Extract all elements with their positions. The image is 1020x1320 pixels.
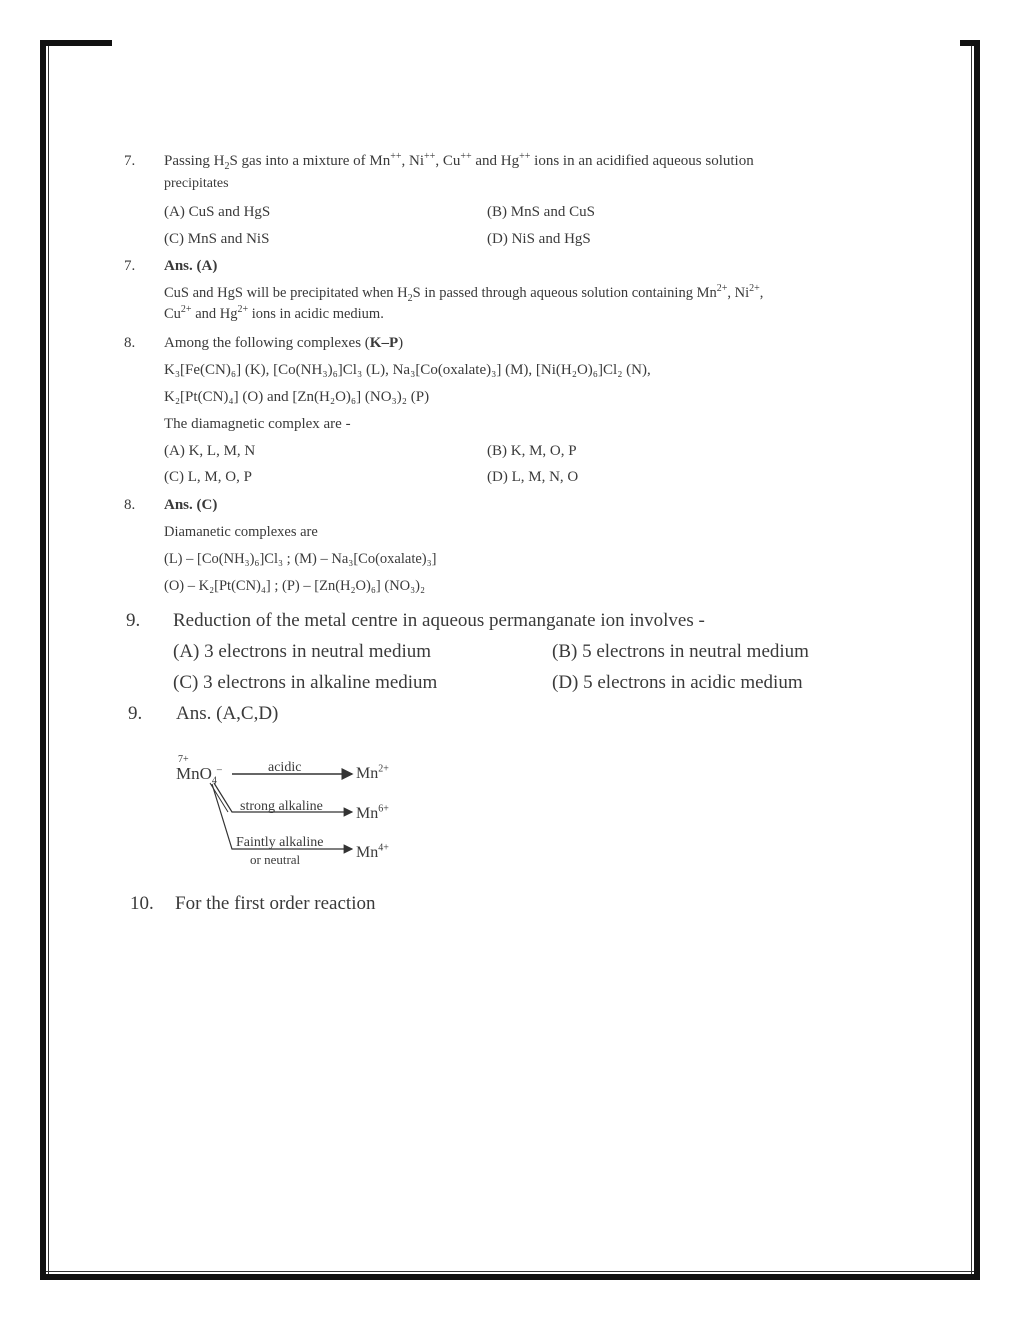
q8-option-d: (D) L, M, N, O bbox=[487, 469, 579, 485]
diagram-label-neutral: or neutral bbox=[250, 852, 301, 867]
q8-number: 8. bbox=[124, 335, 136, 351]
a7-explanation-line2: $Cu^{2+}$ and $Hg^{2+}$ ions in acidic medium. bbox=[164, 304, 384, 322]
a7-number: 7. bbox=[124, 258, 136, 274]
q8-option-a: (A) K, L, M, N bbox=[164, 443, 256, 459]
q7-option-d: (D) NiS and HgS bbox=[487, 231, 591, 247]
page-border-right bbox=[974, 40, 980, 1280]
arrow-faintly-alkaline bbox=[212, 784, 352, 849]
a8-explanation-line3: (O) – K₂[Pt(CN)₄] ; (P) – [Zn(H₂O)₆] (NO₃)₂ bbox=[164, 578, 426, 594]
diagram-reactant: MnO$_4$– bbox=[176, 764, 222, 787]
a8-answer-label: Ans. (C) bbox=[164, 497, 218, 513]
q8-question: The diamagnetic complex are - bbox=[164, 416, 351, 432]
diagram-oxidation-state: 7+ bbox=[178, 754, 189, 765]
q8-option-b: (B) K, M, O, P bbox=[487, 443, 577, 459]
q9-option-b: (B) 5 electrons in neutral medium bbox=[552, 641, 809, 662]
q9-option-d: (D) 5 electrons in acidic medium bbox=[552, 672, 803, 693]
diagram-label-acidic: acidic bbox=[268, 760, 302, 775]
a9-number: 9. bbox=[128, 703, 143, 724]
q7-option-b: (B) MnS and CuS bbox=[487, 204, 595, 220]
diagram-product-mn4: $Mn^{4+}$ bbox=[356, 842, 389, 861]
diagram-arrows bbox=[170, 750, 370, 860]
q7-number: 7. bbox=[124, 153, 136, 169]
q8-option-c: (C) L, M, O, P bbox=[164, 469, 252, 485]
a8-explanation-line2: (L) – [Co(NH₃)₆]Cl₃ ; (M) – Na₃[Co(oxalate)₃] bbox=[164, 551, 437, 567]
a8-number: 8. bbox=[124, 497, 136, 513]
diagram-product-mn6: $Mn^{6+}$ bbox=[356, 803, 389, 822]
q7-option-a: (A) CuS and HgS bbox=[164, 204, 271, 220]
q10-number: 10. bbox=[130, 893, 154, 914]
page-border-top-left bbox=[40, 40, 112, 46]
diagram-label-faintly-alkaline: Faintly alkaline bbox=[236, 835, 324, 850]
q9-option-a: (A) 3 electrons in neutral medium bbox=[173, 641, 432, 662]
a8-explanation-line1: Diamanetic complexes are bbox=[164, 524, 318, 540]
a7-explanation-line1: CuS and HgS will be precipitated when $H_2S$ in passed through aqueous solution containing $Mn^{2+}$, $Ni^{2+}$, bbox=[164, 283, 764, 304]
q7-text-line2: precipitates bbox=[164, 176, 229, 191]
q9-option-c: (C) 3 electrons in alkaline medium bbox=[173, 672, 438, 693]
page-border-bottom bbox=[40, 1274, 980, 1280]
q7-option-c: (C) MnS and NiS bbox=[164, 231, 270, 247]
arrow-strong-alkaline bbox=[214, 783, 352, 812]
page-border-right-inner bbox=[971, 46, 972, 1274]
diagram-label-strong-alkaline: strong alkaline bbox=[240, 799, 323, 814]
q8-complexes-line2: K₂[Pt(CN)₄] (O) and [Zn(H₂O)₆] (NO₃)₂ (P) bbox=[164, 389, 430, 405]
q7-text-line1: Passing $H_2S$ gas into a mixture of Mn++, Ni++, Cu++ and Hg++ ions in an acidified aqueous solution bbox=[164, 151, 754, 172]
a9-answer-label: Ans. (A,C,D) bbox=[176, 703, 279, 724]
a7-answer-label: Ans. (A) bbox=[164, 258, 218, 274]
diagram-product-mn2: $Mn^{2+}$ bbox=[356, 763, 389, 782]
q8-complexes-line1: K₃[Fe(CN)₆] (K), [Co(NH₃)₆]Cl₃ (L), Na₃[Co(oxalate)₃] (M), [Ni(H₂O)₆]Cl₂ (N), bbox=[164, 362, 651, 378]
page-border-bottom-inner bbox=[46, 1271, 974, 1272]
page-border-left-inner bbox=[48, 46, 49, 1274]
q8-intro: Among the following complexes (K–P) bbox=[164, 335, 404, 351]
q10-text: For the first order reaction bbox=[175, 893, 376, 914]
q9-text: Reduction of the metal centre in aqueous permanganate ion involves - bbox=[173, 610, 705, 631]
page-border-left bbox=[40, 40, 46, 1280]
q9-number: 9. bbox=[126, 610, 141, 631]
